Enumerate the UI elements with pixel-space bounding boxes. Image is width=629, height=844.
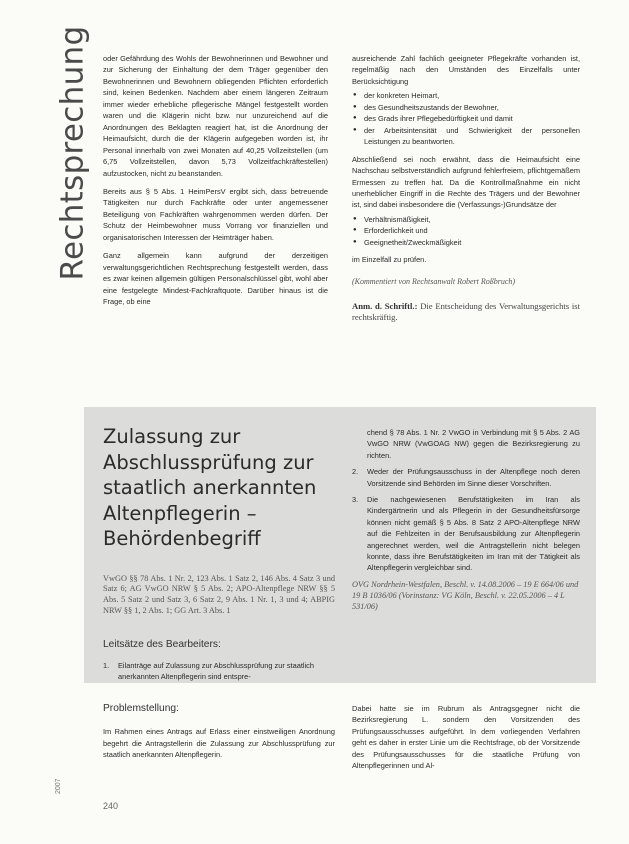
list-number: 2.	[352, 467, 359, 477]
top-right-column	[352, 53, 580, 323]
list-text: chend § 78 Abs. 1 Nr. 2 VwGO in Verbindung mit § 5 Abs. 2 AG VwGO NRW (VwGOAG NW) gegen die Bezirksregierung zu richten.	[367, 428, 580, 460]
paragraph: oder Gefährdung des Wohls der Bewohnerinnen und Bewohner und zur Sicherung der Einhaltung der dem Träger gegenüber den Bewohnerinnen und Bewohnern obliegenden Pflichten erforderlich sind, keinen Bedenken. Nachdem aber einem längeren Zeitraum immer wieder erhebliche pflegerische Mängel festgestellt worden waren und die Klägerin nicht bzw. nur unzureichend auf die Anordnungen des Beklagten reagiert hat, ist die Anordnung der Heimaufsicht, durch die der Klägerin aufgegeben worden ist, ihr Personal innerhalb von zwei Monaten auf 40,25 Vollzeitstellen (um 6,75 Vollzeitstellen, davon 5,73 Vollzeitfachkräftestellen) aufzustocken, nicht zu beanstanden.	[103, 54, 328, 178]
list-item	[352, 494, 580, 574]
paragraph: Im Rahmen eines Antrags auf Erlass einer einstweiligen Anordnung begehrt die Antragstellerin die Zulassung zur Abschlussprüfung zur staatlich anerkannten Altenpflegerin.	[103, 727, 335, 760]
list-item	[352, 466, 580, 489]
list-item	[103, 660, 335, 682]
paragraph: Dabei hatte sie im Rubrum als Antragsgegner nicht die Bezirksregierung L. sondern den Vorsitzenden des Prüfungsausschusses aufgeführt. In dem vorliegenden Verfahren geht es daher in erster Linie um die Rechtsfrage, ob der Vorsitzende des Prüfungsausschusses für die staatliche Prüfung von Altenpflegerinnen und Al-	[352, 704, 580, 771]
editorial-note	[352, 301, 580, 323]
list-number: 3.	[352, 495, 359, 505]
year-label: 2007	[55, 778, 62, 794]
annotator-credit: (Kommentiert von Rechtsanwalt Robert Roßbruch)	[352, 276, 516, 286]
list-text: Eilanträge auf Zulassung zur Abschlussprüfung zur staatlich anerkannten Altenpflegerin sind entspre-	[118, 660, 314, 681]
page-number: 240	[103, 801, 119, 811]
list-item: ● der Arbeitsintensität und Schwierigkeit der personellen Leistungen zu beantworten.	[352, 125, 580, 148]
section-title	[50, 25, 94, 281]
top-left-column	[103, 53, 328, 315]
guidelines-heading: Leitsätze des Bearbeiters:	[103, 638, 221, 650]
article-title: Zulassung zur Abschlussprüfung zur staatlich anerkannten Altenpflegerin – Behördenbegriff	[103, 425, 317, 550]
paragraph: im Einzelfall zu prüfen.	[352, 255, 427, 265]
editorial-note-label: Anm. d. Schriftl.:	[352, 301, 418, 312]
bullet-list	[352, 214, 580, 248]
guidelines-list-continued	[352, 427, 580, 574]
guidelines-list	[103, 660, 335, 682]
list-item: ● der konkreten Heimart,	[352, 90, 580, 101]
list-item: ● des Gesundheitszustands der Bewohner,	[352, 102, 580, 113]
bottom-left-column	[103, 703, 335, 761]
paragraph: Abschließend sei noch erwähnt, dass die Heimaufsicht eine Nachschau selbstverständlich aufgrund fehlerfreiem, pflichtgemäßem Ermessen zu treffen hat. Da die Kontrollmaßnahme ein nicht unerheblicher Eingriff in die Rechte des Trägers und der Bewohner ist, sind dabei insbesondere die (Verfassungs-)Grundsätze der	[352, 154, 580, 210]
article-box-left	[103, 424, 335, 682]
list-item: ● Erforderlichkeit und	[352, 225, 580, 236]
problem-heading: Problemstellung:	[103, 703, 179, 714]
court-reference: OVG Nordrhein-Westfalen, Beschl. v. 14.08.2006 – 19 E 664/06 und 19 B 1036/06 (Vorinstanz: VG Köln, Beschl. v. 22.05.2006 – 4 L 531/06)	[352, 579, 579, 611]
list-text: Die nachgewiesenen Berufstätigkeiten im Iran als Kindergärtnerin und als Pflegerin in der Gesundheitsfürsorge können nicht gemäß § 5 Abs. 8 Satz 2 APO-Altenpflege NRW auf die Fehlzeiten in der Berufsausbildung zur Altenpflegerin angerechnet werden, weil die Antragstellerin nicht belegen konnte, dass ihre Berufstätigkeiten im Iran mit der Tätigkeit als Altenpflegerin vergleichbar sind.	[367, 495, 580, 573]
paragraph: Ganz allgemein kann aufgrund der derzeitigen verwaltungsgerichtlichen Rechtsprechung festgestellt werden, dass es zwar keinen allgemein gültigen Personalschlüssel gibt, wohl aber eine festgelegte Mindest-Fachkraftquote. Darüber hinaus ist die Frage, ob eine	[103, 251, 328, 307]
list-item: ● Verhältnismäßigkeit,	[352, 214, 580, 225]
list-number: 1.	[103, 660, 110, 670]
list-text: Weder der Prüfungsausschuss in der Altenpflege noch deren Vorsitzende sind Behörden im Sinne dieser Vorschriften.	[367, 467, 580, 488]
list-item: ● des Grads ihrer Pflegebedürftigkeit und damit	[352, 113, 580, 124]
bullet-list	[352, 90, 580, 147]
article-box-right	[352, 427, 580, 612]
legal-norms: VwGO §§ 78 Abs. 1 Nr. 2, 123 Abs. 1 Satz 2, 146 Abs. 4 Satz 3 und Satz 6; AG VwGO NRW § 5 Abs. 2; APO-Altenpflege NRW §§ 5 Abs. 5 Satz 2 und Satz 3, 6 Satz 2, 9 Abs. 1 Nr. 1, 3 und 4; ABPIG NRW §§ 1, 2 Abs. 1; GG Art. 3 Abs. 1	[103, 573, 335, 615]
paragraph: Bereits aus § 5 Abs. 1 HeimPersV ergibt sich, dass betreuende Tätigkeiten nur durch Fachkräfte oder unter angemessener Beteiligung von Fachkräften wahrgenommen werden dürfen. Der Schutz der Heimbewohner muss Vorrang vor finanziellen und organisatorischen Interessen der Heimträger haben.	[103, 186, 328, 242]
section-title-text: Rechtsprechung	[54, 25, 90, 281]
list-item	[352, 427, 580, 461]
paragraph: ausreichende Zahl fachlich geeigneter Pflegekräfte vorhanden ist, regelmäßig nach den Umständen des Einzelfalls unter Berücksichtigung	[352, 54, 580, 86]
list-item: ● Geeignetheit/Zweckmäßigkeit	[352, 237, 580, 248]
bottom-right-column	[352, 703, 580, 771]
editorial-note-text: Die Entscheidung des Verwaltungsgerichts ist rechtskräftig.	[352, 301, 580, 323]
